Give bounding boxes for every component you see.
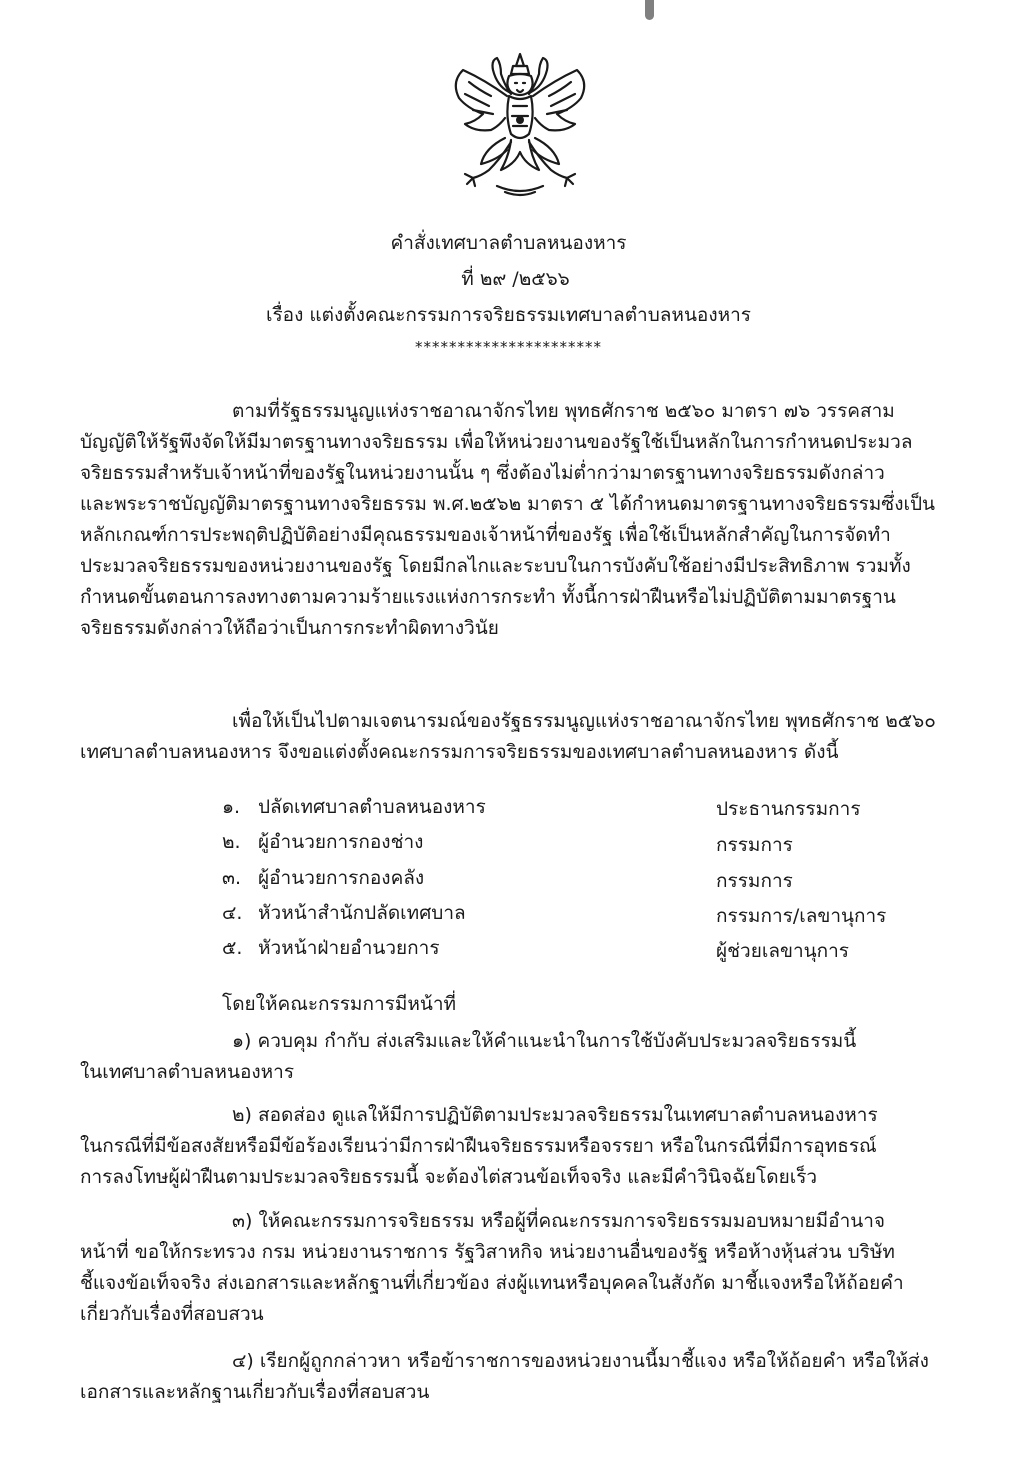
paragraph-line: ตามที่รัฐธรรมนูญแห่งราชอาณาจักรไทย พุทธศักราช ๒๕๖๐ มาตรา ๗๖ วรรคสาม (232, 400, 895, 422)
member-position: หัวหน้าสำนักปลัดเทศบาล (258, 902, 466, 924)
paragraph-preamble (80, 396, 950, 644)
paragraph-line: กำหนดขั้นตอนการลงทางตามความร้ายแรงแห่งการกระทำ ทั้งนี้การฝ่าฝืนหรือไม่ปฏิบัติตามมาตรฐาน (80, 586, 896, 608)
member-position: หัวหน้าฝ่ายอำนวยการ (258, 937, 440, 959)
member-number: ๕. (222, 937, 243, 959)
duty-1 (80, 1026, 950, 1088)
paragraph-line: ในกรณีที่มีข้อสงสัยหรือมีข้อร้องเรียนว่ามีการฝ่าฝืนจริยธรรมหรือจรรยา หรือในกรณีที่มีการอุทธรณ์ (80, 1135, 877, 1157)
member-number: ๓. (222, 867, 242, 889)
paragraph-line: เพื่อให้เป็นไปตามเจตนารมณ์ของรัฐธรรมนูญแห่งราชอาณาจักรไทย พุทธศักราช ๒๕๖๐ (232, 710, 936, 732)
paragraph-appointment (80, 706, 950, 768)
paragraph-line: การลงโทษผู้ฝ่าฝืนตามประมวลจริยธรรมนี้ จะต้องไต่สวนข้อเท็จจริง และมีคำวินิจฉัยโดยเร็ว (80, 1166, 818, 1188)
member-number: ๔. (222, 902, 243, 924)
paragraph-line: บัญญัติให้รัฐพึงจัดให้มีมาตรฐานทางจริยธรรม เพื่อให้หน่วยงานของรัฐใช้เป็นหลักในการกำหนดประมวล (80, 431, 913, 453)
member-role: ผู้ช่วยเลขานุการ (716, 940, 849, 962)
divider-line: ********************** (415, 338, 602, 356)
paragraph-line: เอกสารและหลักฐานเกี่ยวกับเรื่องที่สอบสวน (80, 1381, 430, 1403)
scan-mark (645, 0, 654, 20)
member-position: ผู้อำนวยการกองคลัง (258, 867, 425, 889)
paragraph-line: ในเทศบาลตำบลหนองหาร (80, 1061, 295, 1083)
paragraph-line: ชี้แจงข้อเท็จจริง ส่งเอกสารและหลักฐานที่เกี่ยวข้อง ส่งผู้แทนหรือบุคคลในสังกัด มาชี้แจงหรือให้ถ้อยคำ (80, 1272, 904, 1294)
member-position: ผู้อำนวยการกองช่าง (258, 831, 424, 853)
paragraph-line: ๓) ให้คณะกรรมการจริยธรรม หรือผู้ที่คณะกรรมการจริยธรรมมอบหมายมีอำนาจ (232, 1210, 886, 1232)
member-role: กรรมการ (716, 870, 793, 892)
paragraph-line: เทศบาลตำบลหนองหาร จึงขอแต่งตั้งคณะกรรมการจริยธรรมของเทศบาลตำบลหนองหาร ดังนี้ (80, 741, 839, 763)
member-role: ประธานกรรมการ (716, 798, 861, 820)
paragraph-line: ประมวลจริยธรรมของหน่วยงานของรัฐ โดยมีกลไกและระบบในการบังคับใช้อย่างมีประสิทธิภาพ รวมทั้ง (80, 555, 911, 577)
duty-4 (80, 1346, 950, 1408)
paragraph-line: เกี่ยวกับเรื่องที่สอบสวน (80, 1303, 264, 1325)
paragraph-line: และพระราชบัญญัติมาตรฐานทางจริยธรรม พ.ศ.๒๕๖๒ มาตรา ๕ ได้กำหนดมาตรฐานทางจริยธรรมซึ่งเป็น (80, 493, 936, 515)
duties-intro: โดยให้คณะกรรมการมีหน้าที่ (222, 993, 457, 1015)
member-number: ๒. (222, 831, 241, 853)
order-subject: เรื่อง แต่งตั้งคณะกรรมการจริยธรรมเทศบาลตำบลหนองหาร (265, 304, 752, 326)
paragraph-line: หลักเกณฑ์การประพฤติปฏิบัติอย่างมีคุณธรรมของเจ้าหน้าที่ของรัฐ เพื่อใช้เป็นหลักสำคัญในการจัดทำ (80, 524, 891, 546)
paragraph-line: ๑) ควบคุม กำกับ ส่งเสริมและให้คำแนะนำในการใช้บังคับประมวลจริยธรรมนี้ (232, 1030, 857, 1052)
paragraph-line: จริยธรรมดังกล่าวให้ถือว่าเป็นการกระทำผิดทางวินัย (80, 617, 499, 639)
paragraph-line: จริยธรรมสำหรับเจ้าหน้าที่ของรัฐในหน่วยงานนั้น ๆ ซึ่งต้องไม่ต่ำกว่ามาตรฐานทางจริยธรรมดังกล่าว (80, 462, 885, 484)
duty-2 (80, 1100, 950, 1193)
paragraph-line: ๔) เรียกผู้ถูกกล่าวหา หรือข้าราชการของหน่วยงานนี้มาชี้แจง หรือให้ถ้อยคำ หรือให้ส่ง (232, 1350, 929, 1372)
order-title: คำสั่งเทศบาลตำบลหนองหาร (390, 232, 627, 254)
garuda-emblem-icon (445, 52, 595, 200)
member-position: ปลัดเทศบาลตำบลหนองหาร (258, 796, 486, 818)
order-number: ที่ ๒๙ /๒๕๖๖ (461, 268, 570, 290)
member-role: กรรมการ/เลขานุการ (716, 905, 887, 927)
paragraph-line: หน้าที่ ขอให้กระทรวง กรม หน่วยงานราชการ รัฐวิสาหกิจ หน่วยงานอื่นของรัฐ หรือห้างหุ้นส่วน บริษัท (80, 1241, 895, 1263)
member-number: ๑. (222, 796, 241, 818)
paragraph-line: ๒) สอดส่อง ดูแลให้มีการปฏิบัติตามประมวลจริยธรรมในเทศบาลตำบลหนองหาร (232, 1104, 878, 1126)
member-role: กรรมการ (716, 834, 793, 856)
duty-3 (80, 1206, 950, 1330)
